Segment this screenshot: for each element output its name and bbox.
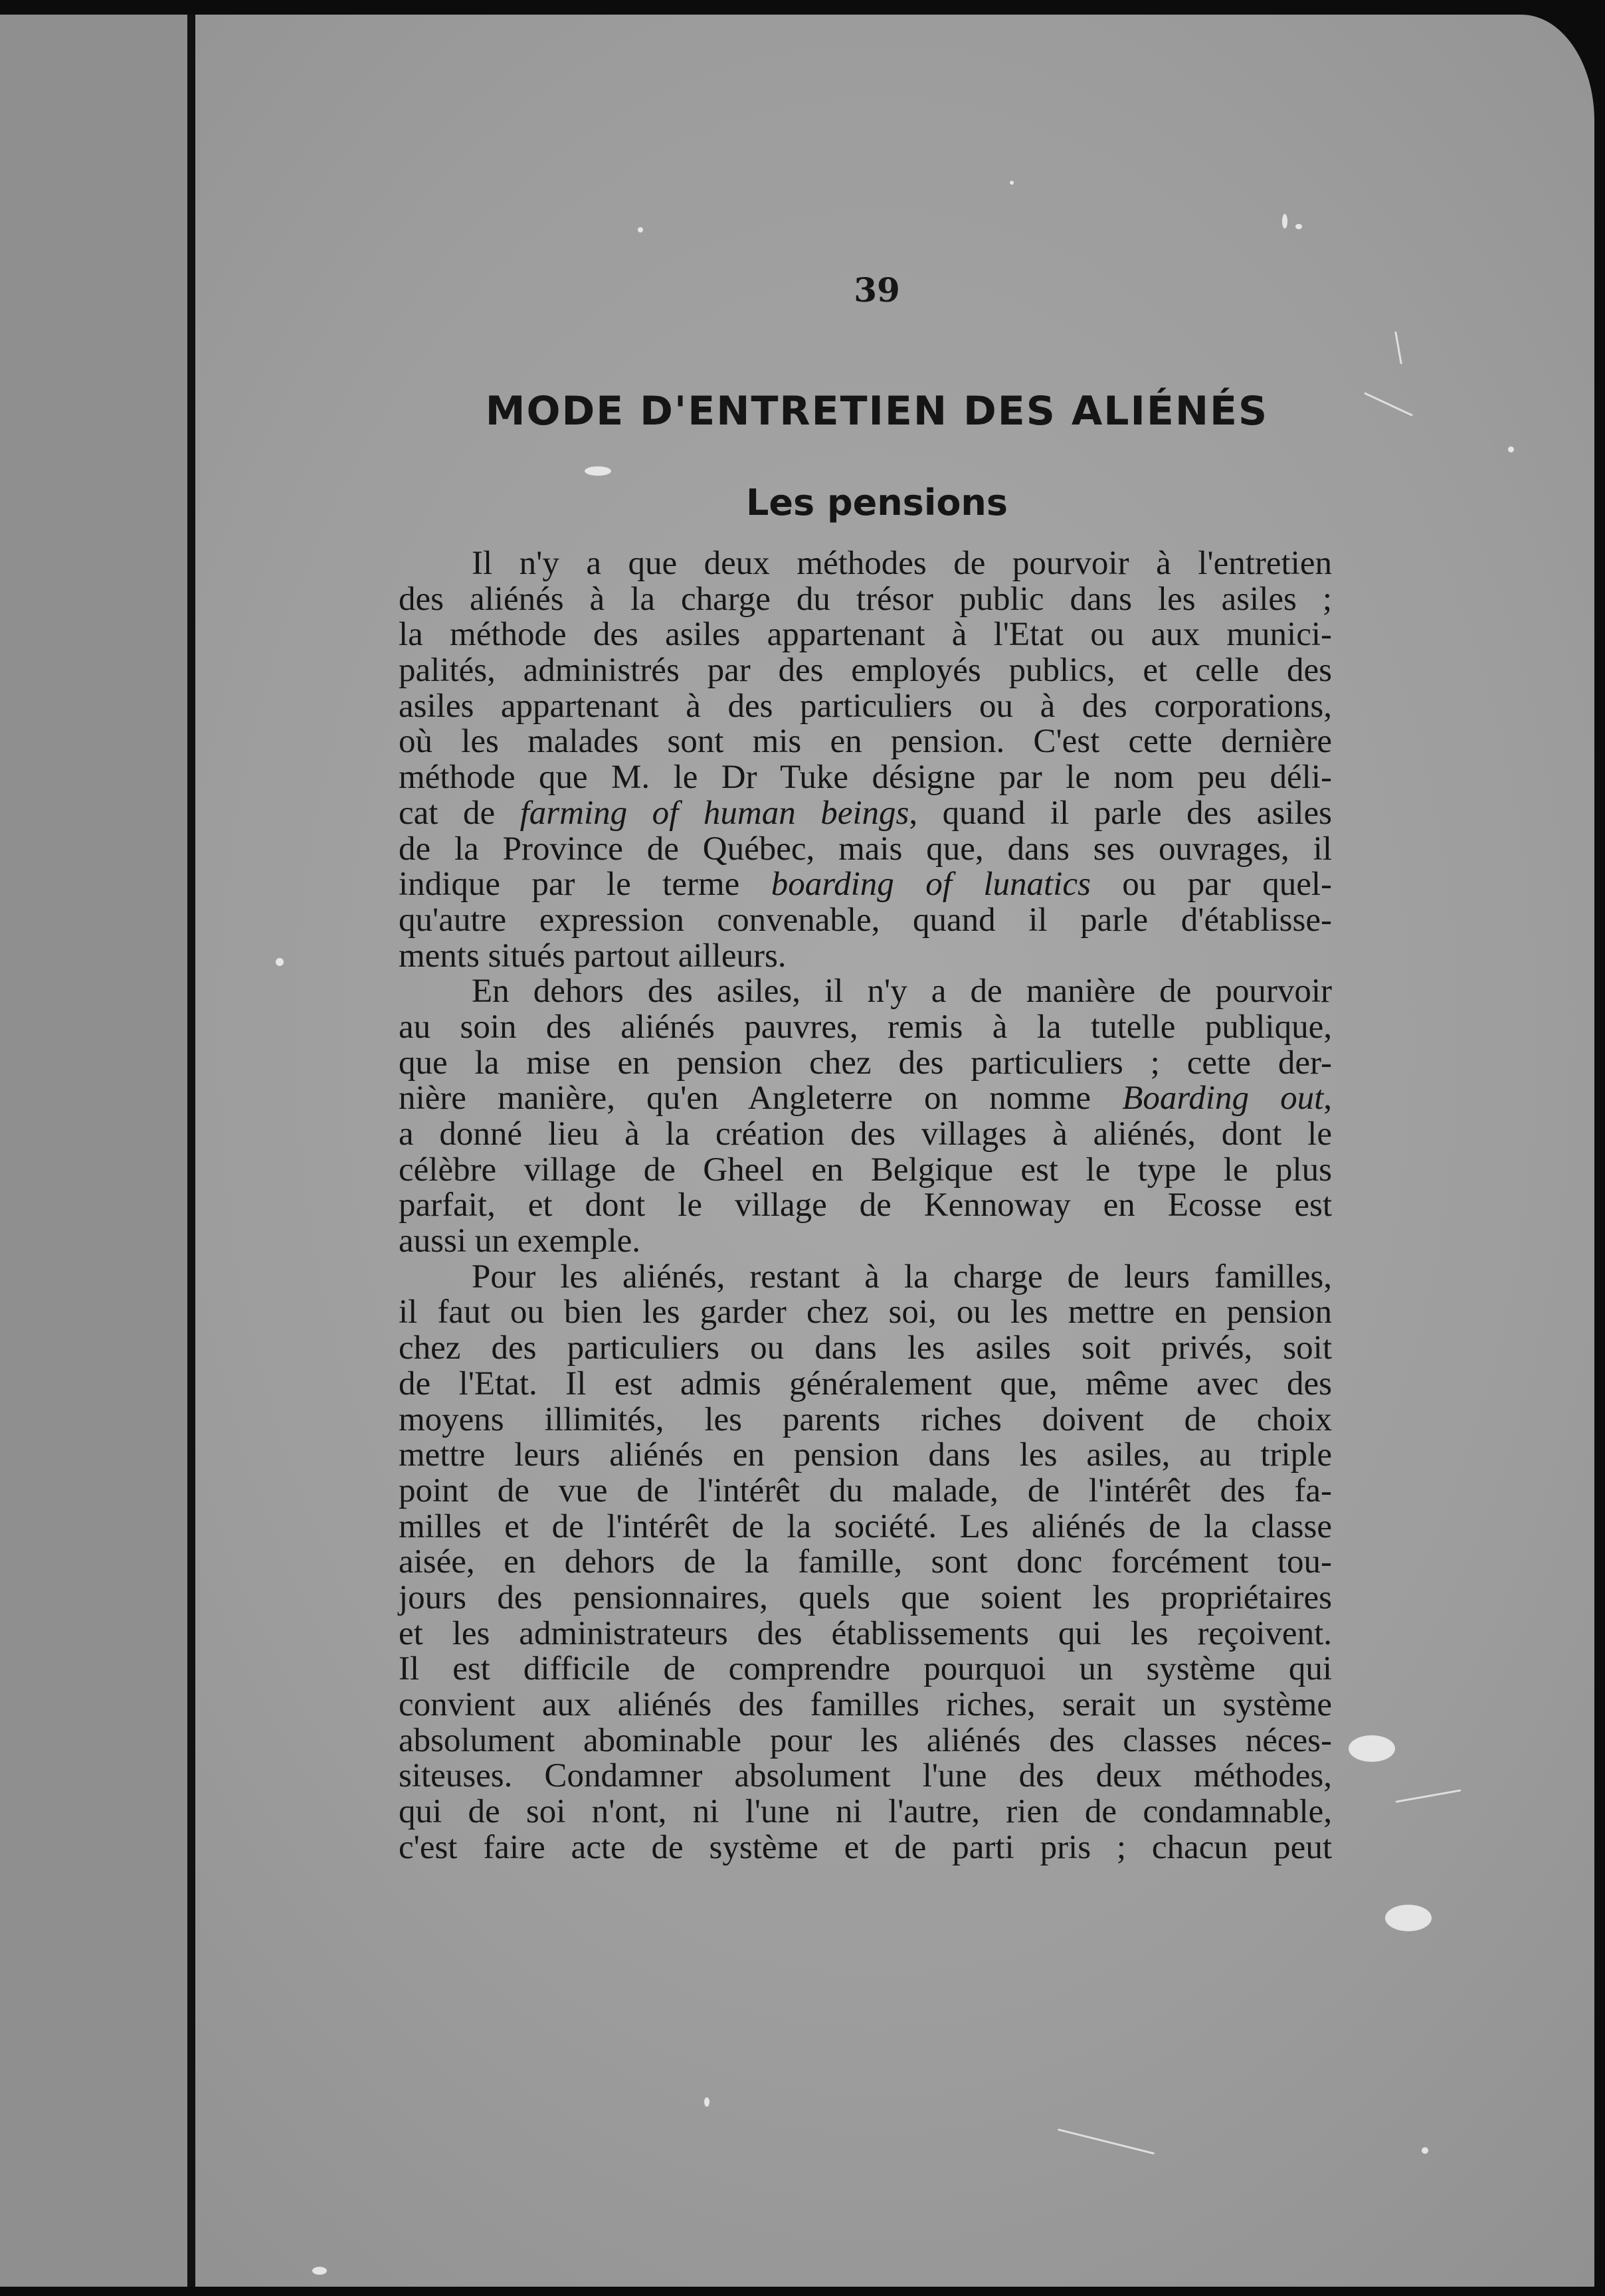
text-line: ments situés partout ailleurs. [399,937,787,975]
text-line: la méthode des asiles appartenant à l'Etat ou aux munici- [399,616,1332,654]
section-subheading: Les pensions [745,482,1008,524]
scan-speck [704,2097,709,2107]
text-line: de l'Etat. Il est admis généralement que, même avec des [399,1365,1332,1402]
text-line: des aliénés à la charge du trésor public dans les asiles ; [399,580,1332,618]
text-line: il faut ou bien les garder chez soi, ou les mettre en pension [399,1293,1332,1331]
text-line: nière manière, qu'en Angleterre on nomme Boarding out, [399,1080,1333,1117]
scan-speck [1422,2147,1428,2154]
text-line: parfait, et dont le village de Kennoway en Ecosse est [399,1187,1332,1224]
text-line: siteuses. Condamner absolument l'une des deux méthodes, [399,1757,1332,1795]
text-line: moyens illimités, les parents riches doivent de choix [399,1400,1332,1438]
scan-speck [1010,181,1014,185]
text-line: méthode que M. le Dr Tuke désigne par le nom peu déli- [399,759,1332,797]
text-line: de la Province de Québec, mais que, dans ses ouvrages, il [399,830,1332,868]
text-line: Il est difficile de comprendre pourquoi un système qui [399,1650,1332,1688]
text-line: a donné lieu à la création des villages à aliénés, dont le [399,1115,1332,1153]
scan-speck [276,958,284,966]
text-line: indique par le terme boarding of lunatics ou par quel- [399,866,1332,904]
italic-phrase: Boarding out [1122,1080,1324,1117]
chapter-heading: MODE D'ENTRETIEN DES ALIÉNÉS [485,388,1269,434]
body-text [399,546,1332,1866]
text-line: où les malades sont mis en pension. C'est cette dernière [399,723,1332,761]
scan-speck [1295,224,1302,229]
paragraph [399,546,1332,974]
scan-speck [638,227,643,233]
text-line: aussi un exemple. [399,1222,640,1260]
text-line: aisée, en dehors de la famille, sont donc forcément tou- [399,1543,1332,1581]
text-line: qu'autre expression convenable, quand il parle d'établisse- [399,901,1332,939]
text-line: c'est faire acte de système et de parti pris ; chacun peut [399,1828,1332,1866]
scan-speck [585,466,611,476]
text-line: convient aux aliénés des familles riches, serait un système [399,1686,1332,1723]
text-line: au soin des aliénés pauvres, remis à la tutelle publique, [399,1008,1332,1046]
paragraph [399,1260,1332,1866]
text-line: et les administrateurs des établissements qui les reçoivent. [399,1614,1332,1652]
binding-line [187,15,195,2287]
text-line: milles et de l'intérêt de la société. Les aliénés de la classe [399,1507,1332,1545]
scan-speck [1508,446,1514,452]
scan-speck [1282,214,1287,229]
facing-page-edge [0,15,194,2287]
scan-streak [1394,332,1402,365]
scanned-page [0,15,1594,2287]
scan-streak [1058,2129,1155,2154]
text-line: mettre leurs aliénés en pension dans les asiles, au triple [399,1436,1332,1474]
scan-streak [1395,1789,1461,1802]
text-line: absolument abominable pour les aliénés des classes néces- [399,1721,1332,1759]
scan-speck [1385,1905,1432,1931]
text-line: jours des pensionnaires, quels que soient les propriétaires [399,1578,1332,1616]
text-line: asiles appartenant à des particuliers ou à des corporations, [399,687,1332,725]
scan-speck [1349,1735,1395,1762]
text-line: Pour les aliénés, restant à la charge de leurs familles, [472,1258,1332,1295]
paragraph [399,974,1332,1260]
text-line: qui de soi n'ont, ni l'une ni l'autre, rien de condamnable, [399,1793,1332,1831]
text-line: célèbre village de Gheel en Belgique est le type le plus [399,1151,1332,1189]
text-line: que la mise en pension chez des particuliers ; cette der- [399,1044,1332,1082]
italic-phrase: boarding of lunatics [771,866,1091,904]
page-number: 39 [854,270,900,310]
scan-speck [312,2267,327,2275]
text-line: cat de farming of human beings, quand il parle des asiles [399,794,1332,832]
text-line: palités, administrés par des employés publics, et celle des [399,652,1332,690]
text-line: En dehors des asiles, il n'y a de manière de pourvoir [472,973,1332,1010]
text-line: point de vue de l'intérêt du malade, de l'intérêt des fa- [399,1472,1332,1509]
text-line: Il n'y a que deux méthodes de pourvoir à l'entretien [472,545,1332,582]
scan-streak [1364,392,1413,417]
text-line: chez des particuliers ou dans les asiles soit privés, soit [399,1329,1332,1367]
italic-phrase: farming of human beings [519,794,909,832]
